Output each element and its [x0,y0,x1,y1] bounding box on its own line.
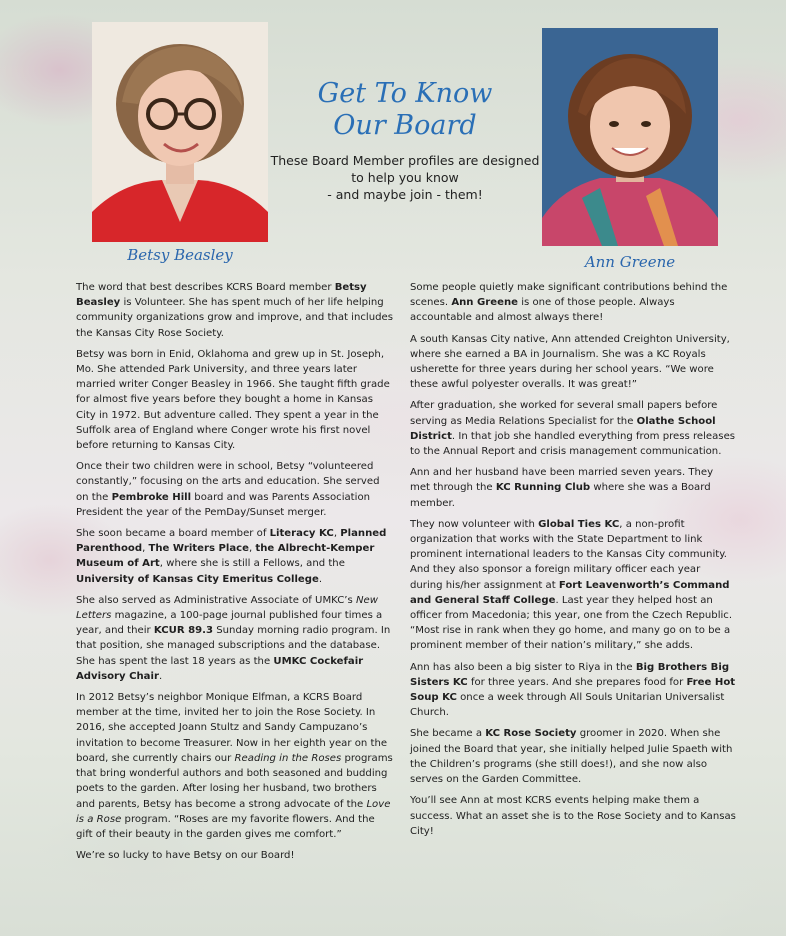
text-run: . [318,573,323,585]
bold-text: KC Rose Society [485,728,577,740]
bold-text: Literacy KC [269,528,334,540]
text-run: She soon became a board member of [76,528,270,540]
bold-text: Olathe School District [410,415,716,442]
text-run: , [248,543,256,555]
title-line: Get To Know [317,78,493,109]
profile-paragraph [410,517,736,654]
ann-profile-column [410,280,736,845]
bold-text: UMKC Cockefair Advisory Chair [76,655,364,682]
text-run: , [333,528,341,540]
text-run: Once their two children were in school, Betsy “volunteered constantly,” focusing on the arts and education. She served on the [76,461,380,503]
bold-text: Betsy Beasley [76,282,367,309]
betsy-caption: Betsy Beasley [127,246,233,264]
text-run: groomer in 2020. When she joined the Board that year, she initially helped Julie Spaeth with the Children’s programs (she still does!), and she now also serves on the Garden Committee. [410,728,733,786]
bold-text: Free Hot Soup KC [410,676,736,704]
bold-text: KCUR 89.3 [153,625,214,637]
bold-text: Global Ties KC [538,518,620,530]
text-run: where she was a Board member. [410,482,711,509]
betsy-profile-column [76,280,394,869]
text-run: After graduation, she worked for several small papers before serving as Media Relations Specialist for the [410,400,718,427]
text-run: . [158,670,163,682]
text-run: Sunday morning radio program. In that position, she managed subscriptions and the database. She has spent the last 18 years as the [76,625,391,667]
bold-text: Ann Greene [451,297,518,309]
text-run: , [142,543,149,555]
text-run: for three years. And she prepares food for [467,676,687,688]
text-run: You’ll see Ann at most KCRS events helping make them a success. What an asset she is to the Rose Society and to Kansas City! [410,795,736,837]
text-run: . Last year they helped host an officer from Macedonia; this year, one from the Czech Republic. “Most rise in rank when they go home, and many go on to be a prominent member of their nation’s military,” she adds. [410,594,733,652]
bold-text: Planned Parenthood [76,528,387,555]
text-run: She became a [410,728,486,740]
bold-text: the Albrecht-Kemper Museum of Art [76,543,375,570]
text-run: We’re so lucky to have Betsy on our Board! [76,850,295,862]
text-run: They now volunteer with [410,518,539,530]
intro-text [270,152,540,203]
bold-text: Pembroke Hill [111,491,192,503]
profile-paragraph [76,690,394,842]
profile-paragraph [76,526,394,587]
profile-paragraph [410,660,736,721]
text-run: once a week through All Souls Unitarian Universalist Church. [410,692,725,719]
intro-line: to help you know [351,170,459,185]
profile-paragraph [410,726,736,787]
text-run: In 2012 Betsy’s neighbor Monique Elfman, a KCRS Board member at the time, invited her to join the Rose Society. In 2016, she accepted Joann Stultz and Sandy Campuzano’s invitation to become Treasurer. Now in her eighth year on the board, she currently chairs our [76,692,388,764]
ann-portrait-illustration [542,28,718,246]
intro-line: - and maybe join - them! [327,187,483,202]
profile-paragraph [410,793,736,839]
profile-paragraph [76,280,394,341]
text-run: Ann has also been a big sister to Riya in the [410,661,636,673]
italic-text: Love is a Rose [76,798,391,825]
text-run: programs that bring wonderful authors and both seasoned and budding poets to the garden. After losing her husband, two brothers and parents, Betsy has become a strong advocate of the [76,752,393,810]
bold-text: KC Running Club [495,482,591,494]
profile-paragraph [76,459,394,520]
profile-paragraph [410,398,736,459]
intro-line: These Board Member profiles are designed [270,153,540,168]
text-run: Ann and her husband have been married seven years. They met through the [410,467,714,494]
text-run: magazine, a 100-page journal published four times a year, and their [76,610,383,637]
profile-paragraph [410,280,736,326]
italic-text: New Letters [76,594,378,622]
bold-text: The Writers Place [148,543,249,555]
bold-text: Fort Leavenworth’s Command and General Staff College [410,579,730,606]
title-line: Our Board [333,110,477,141]
profile-paragraph [76,593,394,684]
text-run: A south Kansas City native, Ann attended Creighton University, where she earned a BA in Journalism. She was a KC Royals usherette for three years during her school years. “We wore these awful polyester overalls. It was great!” [410,333,730,391]
page-title [290,78,520,142]
italic-text: Reading in the Roses [234,752,342,764]
text-run: Betsy was born in Enid, Oklahoma and grew up in St. Joseph, Mo. She attended Park University, and three years later married writer Conger Beasley in 1966. She taught fifth grade for almost five years before they bought a home in Kansas City in 1972. But adventure called. They spent a year in the Suffolk area of England where Conger wrote his first novel before returning to Kansas City. [76,348,390,452]
text-run: board and was Parents Association President the year of the PemDay/Sunset merger. [76,491,371,518]
ann-caption: Ann Greene [584,253,676,271]
profile-paragraph [410,465,736,511]
bold-text: Big Brothers Big Sisters KC [410,661,730,688]
text-run: is Volunteer. She has spent much of her life helping community organizations grow and improve, and that includes the Kansas City Rose Society. [76,297,394,339]
text-run: She also served as Administrative Associate of UMKC’s [76,594,356,606]
profile-paragraph [76,848,394,863]
bold-text: University of Kansas City Emeritus College [76,573,319,585]
text-run: , where she is still a Fellows, and the [159,558,345,570]
profile-paragraph [76,347,394,453]
ann-greene-photo [542,28,718,246]
text-run: program. “Roses are my favorite flowers. And the gift of their beauty in the garden gives me comfort.” [76,813,375,840]
text-run: is one of those people. Always accountable and almost always there! [410,297,675,324]
text-run: Some people quietly make significant contributions behind the scenes. [410,282,728,309]
text-run: . In that job she handled everything from press releases to the Annual Report and crisis management communication. [410,430,736,458]
text-run: , a non-profit organization that works with the State Department to link prominent international leaders to the Kansas City community. And they also sponsor a foreign military officer each year during his/her assignment at [410,518,727,591]
betsy-beasley-photo [92,22,268,242]
profile-paragraph [410,332,736,393]
text-run: The word that best describes KCRS Board member [76,282,335,293]
betsy-portrait-illustration [92,22,268,242]
